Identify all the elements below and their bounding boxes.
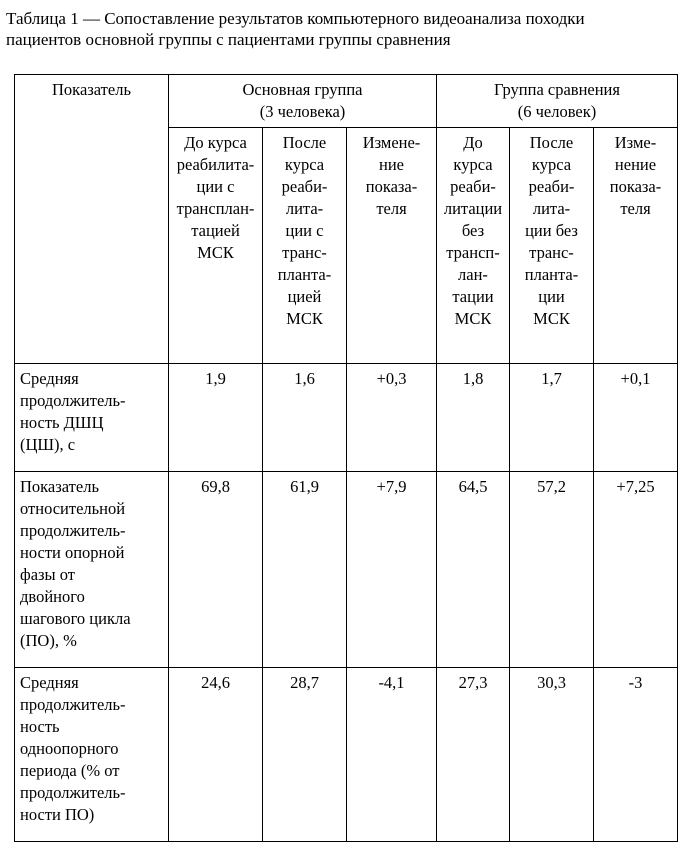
row-label: Показатель относительной продолжитель- ности опорной фазы от двойного шагового цикла (ПО), % [15, 472, 169, 668]
table-cell: 1,8 [437, 364, 510, 472]
table-row [15, 668, 678, 842]
subheader-comparison-after: После курса реаби- лита- ции без транс- планта- ции МСК [510, 128, 594, 364]
subheader-comparison-change: Изме- нение показа- теля [594, 128, 678, 364]
subheader-main-after: После курса реаби- лита- ции с транс- планта- цией МСК [263, 128, 347, 364]
table-cell: +7,9 [347, 472, 437, 668]
table-cell: -4,1 [347, 668, 437, 842]
row-label: Средняя продолжитель- ность одноопорного периода (% от продолжитель- ности ПО) [15, 668, 169, 842]
indicator-header: Показатель [15, 75, 169, 364]
subheader-comparison-before: До курса реаби- литации без трансп- лан- тации МСК [437, 128, 510, 364]
table-cell: 1,9 [169, 364, 263, 472]
table-cell: +0,1 [594, 364, 678, 472]
table-cell: 69,8 [169, 472, 263, 668]
comparison-table [14, 74, 678, 842]
table-cell: 28,7 [263, 668, 347, 842]
main-group-header: Основная группа (3 человека) [169, 75, 437, 128]
subheader-main-change: Измене- ние показа- теля [347, 128, 437, 364]
table-caption: Таблица 1 — Сопоставление результатов компьютерного видеоанализа походки пациентов основной группы с пациентами группы сравнения [6, 9, 585, 49]
table-cell: 61,9 [263, 472, 347, 668]
table-cell: 30,3 [510, 668, 594, 842]
table-cell: 64,5 [437, 472, 510, 668]
table-row [15, 472, 678, 668]
row-label: Средняя продолжитель- ность ДШЦ (ЦШ), с [15, 364, 169, 472]
table-cell: 1,6 [263, 364, 347, 472]
subheader-main-before: До курса реабилита- ции с трансплан- тацией МСК [169, 128, 263, 364]
comparison-group-header: Группа сравнения (6 человек) [437, 75, 678, 128]
table-cell: 27,3 [437, 668, 510, 842]
table-cell: +7,25 [594, 472, 678, 668]
table-cell: 57,2 [510, 472, 594, 668]
table-cell: +0,3 [347, 364, 437, 472]
table-cell: 24,6 [169, 668, 263, 842]
table-cell: -3 [594, 668, 678, 842]
table-cell: 1,7 [510, 364, 594, 472]
table-row [15, 364, 678, 472]
